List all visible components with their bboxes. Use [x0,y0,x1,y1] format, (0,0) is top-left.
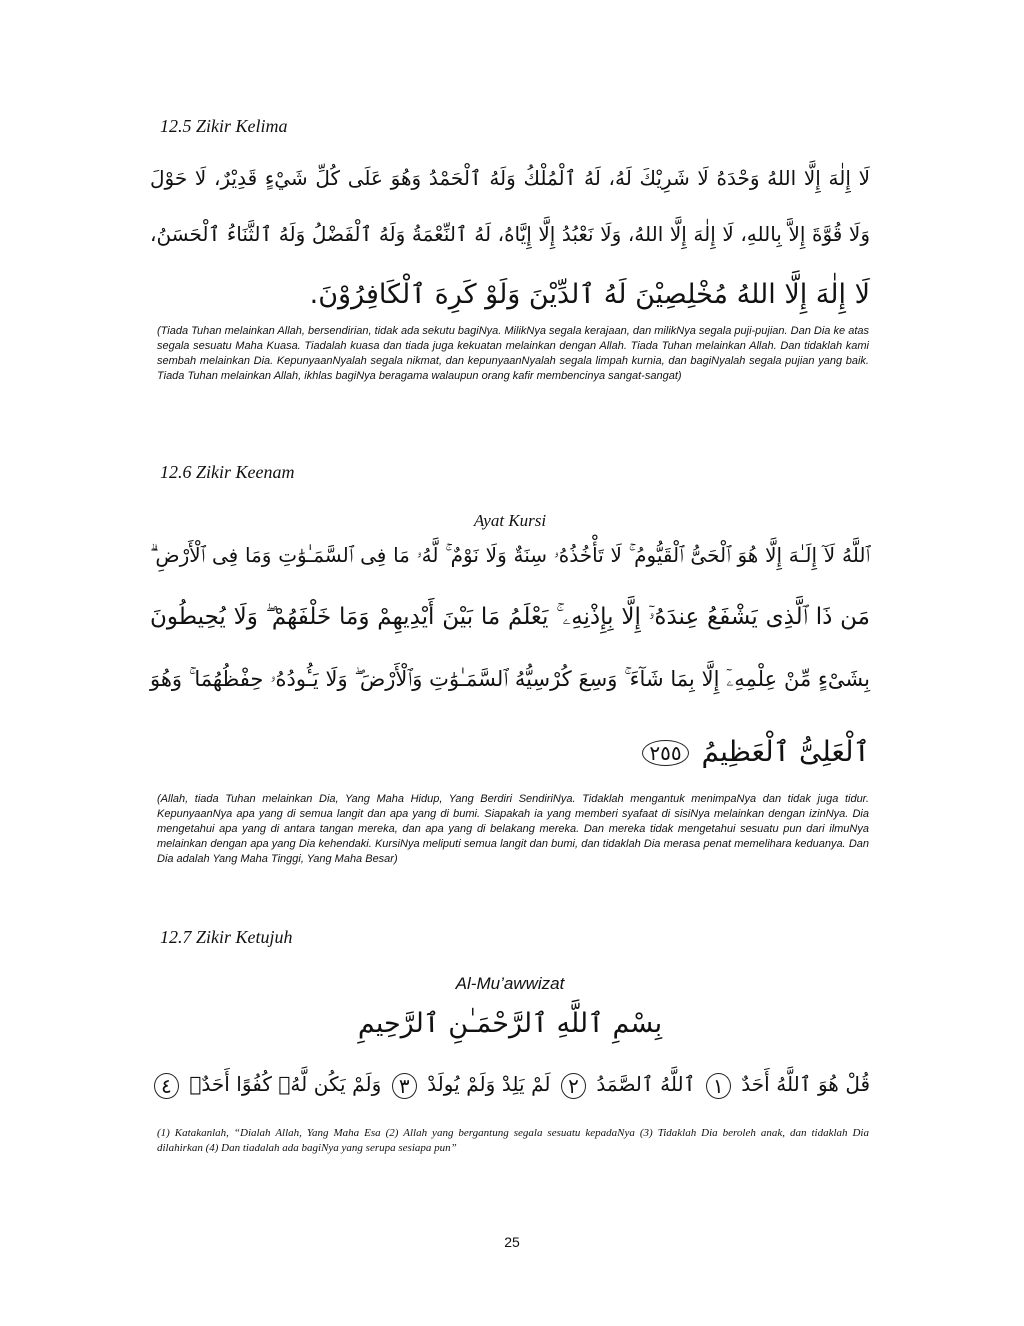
ayah-number-marker: ٢٥٥ [642,740,688,766]
section-heading-zikir-kelima: 12.5 Zikir Kelima [160,116,288,136]
section-heading-zikir-ketujuh: 12.7 Zikir Ketujuh [160,927,293,947]
ayah-number-marker: ٤ [154,1073,179,1099]
arabic-line: لَا إِلٰهَ إِلَّا اللهُ مُخْلِصِيْنَ لَهُ ٱلدِّيْنَ وَلَوْ كَرِهَ ٱلْكَافِرُوْنَ. [309,279,870,310]
section-heading-zikir-keenam: 12.6 Zikir Keenam [160,462,295,482]
verse-text: لَمْ يَلِدْ وَلَمْ يُولَدْ [427,1072,551,1096]
arabic-line: مَن ذَا ٱلَّذِى يَشْفَعُ عِندَهُۥٓ إِلَّا بِإِذْنِهِۦ ۚ يَعْلَمُ مَا بَيْنَ أَيْدِيهِمْ وَمَا خَلْفَهُمْ ۖ وَلَا يُحِيطُونَ [150,604,870,630]
translation-paragraph: (Allah, tiada Tuhan melainkan Dia, Yang Maha Hidup, Yang Berdiri SendiriNya. Tidaklah mengantuk menimpaNya dan tidak juga tidur. KepunyaanNya apa yang di semua langit dan apa yang di bumi. Siapakah ia yang memberi syafaat di sisiNya melainkan dengan izinNya. Dia mengetahui apa yang di antara tangan mereka, dan apa yang di belakang mereka. Dan mereka tidak mengetahui sesuatu pun dari ilmuNya melainkan dengan apa yang Dia kehendaki. KursiNya meliputi semua langit dan bumi, dan tidaklah Dia merasa penat memelihara keduanya. Dan Dia adalah Yang Maha Tinggi, Yang Maha Besar) [157,793,869,865]
translation-paragraph: (1) Katakanlah, “Dialah Allah, Yang Maha Esa (2) Allah yang bergantung segala sesuatu kepadaNya (3) Tidaklah Dia beroleh anak, dan tidaklah Dia dilahirkan (4) Dan tiadalah ada bagiNya yang serupa sesiapa pun” [157,1127,869,1154]
ayah-number-marker: ٢ [561,1073,586,1099]
arabic-line: بِشَىْءٍ مِّنْ عِلْمِهِۦٓ إِلَّا بِمَا شَآءَ ۚ وَسِعَ كُرْسِيُّهُ ٱلسَّمَـٰوَٰتِ وَٱلْأَرْضَ ۖ وَلَا يَـُٔودُهُۥ حِفْظُهُمَا ۚ وَهُوَ [150,667,870,691]
arabic-line: ٱللَّهُ لَآ إِلَـٰهَ إِلَّا هُوَ ٱلْحَىُّ ٱلْقَيُّومُ ۚ لَا تَأْخُذُهُۥ سِنَةٌ وَلَا نَوْمٌ ۚ لَّهُۥ مَا فِى ٱلسَّمَـٰوَٰتِ وَمَا فِى ٱلْأَرْضِ ۗ [150,543,870,567]
arabic-line-final [150,735,870,768]
ayah-number-marker: ١ [706,1073,731,1099]
surah-ikhlas-verses [150,1072,870,1099]
ayah-number-marker: ٣ [392,1073,417,1099]
verse-text: قُلْ هُوَ ٱللَّهُ أَحَدٌ [741,1072,871,1096]
translation-paragraph: (Tiada Tuhan melainkan Allah, bersendirian, tidak ada sekutu bagiNya. MilikNya segala kerajaan, dan milikNya segala puji-pujian. Dan Dia ke atas segala sesuatu Maha Kuasa. Tiadalah kuasa dan tiada juga kekuatan melainkan dengan Allah. Tiada Tuhan melainkan Allah. Dan tidaklah kami sembah melainkan Dia. KepunyaanNyalah segala nikmat, dan kepunyaanNyalah segala limpah kurnia, dan bagiNyalah segala pujian yang baik. Tiada Tuhan melainkan Allah, ikhlas bagiNya beragama walaupun orang kafir membencinya sangat-sangat) [157,325,869,382]
page-number: 25 [504,1234,520,1250]
arabic-text: ٱلْعَلِىُّ ٱلْعَظِيمُ [701,735,870,768]
basmala: بِسْمِ ٱللَّهِ ٱلرَّحْمَـٰنِ ٱلرَّحِيمِ [357,1008,663,1039]
arabic-line: لَا إِلٰهَ إِلَّا اللهُ وَحْدَهُ لَا شَرِيْكَ لَهُ، لَهُ ٱلْمُلْكُ وَلَهُ ٱلْحَمْدُ وَهُوَ عَلَى كُلِّ شَيْءٍ قَدِيْرٌ، لَا حَوْلَ [150,166,870,190]
verse-text: ٱللَّهُ ٱلصَّمَدُ [596,1072,696,1096]
section-subtitle-al-muawwizat: Al-Mu’awwizat [455,974,565,993]
arabic-line: وَلَا قُوَّةَ إِلاَّ بِاللهِ، لَا إِلٰهَ إِلَّا اللهُ، وَلَا نَعْبُدُ إِلَّا إِيَّاهُ، لَهُ ٱلنِّعْمَةُ وَلَهُ ٱلْفَضْلُ وَلَهُ ٱلثَّنَاءُ ٱلْحَسَنُ، [150,222,870,246]
section-subtitle-ayat-kursi: Ayat Kursi [473,511,547,530]
verse-text: وَلَمْ يَكُن لَّهُۥ كُفُوًا أَحَدٌۢ [189,1072,382,1096]
